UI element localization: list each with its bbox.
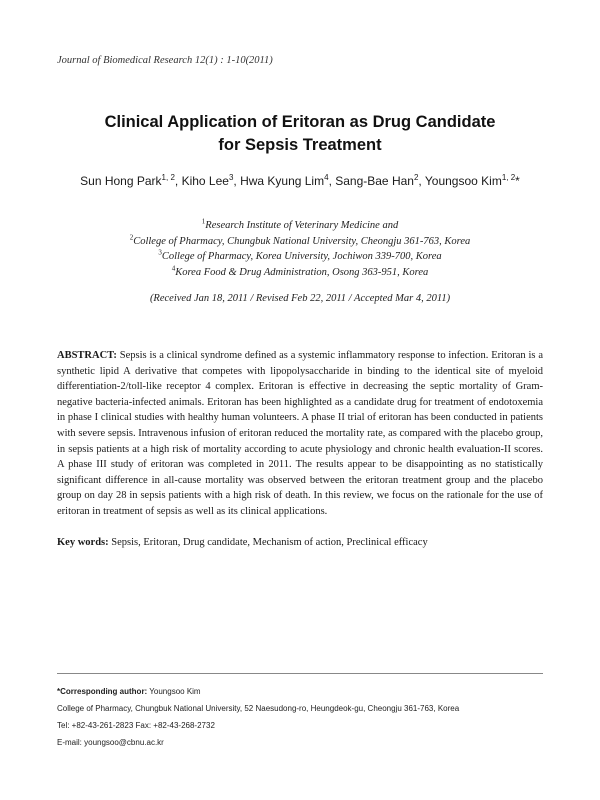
keywords	[57, 537, 543, 548]
corresponding-address: College of Pharmacy, Chungbuk National University, 52 Naesudong-ro, Heungdeok-gu, Cheongju 361-763, Korea	[57, 704, 460, 713]
affiliation-item	[0, 265, 600, 281]
abstract-label: ABSTRACT:	[57, 350, 117, 361]
received-dates: (Received Jan 18, 2011 / Revised Feb 22, 2011 / Accepted Mar 4, 2011)	[149, 293, 451, 304]
author-affiliation-sup: 3	[228, 173, 234, 182]
author-separator: ,	[328, 174, 336, 188]
title-line-2: for Sepsis Treatment	[218, 136, 382, 154]
author-separator: ,	[174, 174, 182, 188]
affiliation-list	[0, 218, 600, 280]
author-separator: ,	[418, 174, 425, 188]
corresponding-email: E-mail: youngsoo@cbnu.ac.kr	[57, 738, 164, 747]
journal-citation: Journal of Biomedical Research 12(1) : 1-10(2011)	[57, 55, 273, 66]
footnote-divider	[57, 673, 543, 674]
author-affiliation-sup: 2	[413, 173, 419, 182]
abstract-text: Sepsis is a clinical syndrome defined as a systemic inflammatory response to infection. Eritoran is a synthetic lipid A derivative that competes with lipopolysaccharide in binding to the identical site of myeloid differentiation-2/toll-like receptor 4 complex. Eritoran is effective in decreasing the septic mortality of Gram-negative bacteria-infected animals. Eritoran has been highlighted as a candidate drug for treatment of endotoxemia in phase I clinical studies with healthy human volunteers. A phase II trial of eritoran has been conducted in patients with severe sepsis. Intravenous infusion of eritoran reduced the mortality rate, as compared with the placebo group, in sepsis patients at a high risk of mortality according to acute physiology and chronic health evaluation-II scores. A phase III study of eritoran was completed in 2011. The results appear to be disappointing as no statistically significant difference in all-cause mortality was observed between the eritoran treatment group and the placebo group on day 28 in sepsis patients with a high risk of death. In this review, we focus on the rationale for the use of eritoran in treatment of sepsis as well as its clinical applications.	[57, 350, 543, 517]
author-affiliation-sup: 4	[324, 173, 329, 182]
affiliation-item	[0, 234, 600, 250]
author-name: Sun Hong Park	[80, 174, 162, 188]
corresponding-author-label: *Corresponding author:	[57, 687, 148, 696]
paper-title	[0, 111, 600, 157]
author-name: Kiho Lee	[181, 174, 229, 188]
keywords-text: Sepsis, Eritoran, Drug candidate, Mechanism of action, Preclinical efficacy	[108, 537, 428, 548]
affiliation-item	[0, 218, 600, 234]
affiliation-number: 1	[201, 217, 206, 226]
corresponding-phone: Tel: +82-43-261-2823 Fax: +82-43-268-2732	[57, 721, 215, 730]
author-separator: ,	[233, 174, 241, 188]
author-name: Hwa Kyung Lim	[240, 174, 325, 188]
abstract	[57, 348, 543, 520]
author-name: Sang-Bae Han	[335, 174, 414, 188]
affiliation-number: 3	[158, 248, 162, 257]
affiliation-text: Research Institute of Veterinary Medicine and	[205, 220, 399, 231]
author-affiliation-sup: 1, 2	[501, 173, 516, 182]
affiliation-text: College of Pharmacy, Korea University, Jochiwon 339-700, Korea	[161, 251, 442, 262]
author-name: Youngsoo Kim	[424, 174, 502, 188]
affiliation-text: Korea Food & Drug Administration, Osong 363-951, Korea	[175, 266, 429, 278]
correspondence-footnote	[57, 683, 557, 751]
affiliation-number: 4	[171, 264, 176, 272]
affiliation-item	[0, 249, 600, 265]
author-list	[0, 174, 600, 188]
corresponding-author-line	[57, 683, 557, 700]
affiliation-text: College of Pharmacy, Chungbuk National University, Cheongju 361-763, Korea	[133, 235, 471, 247]
keywords-label: Key words:	[57, 537, 109, 548]
affiliation-number: 2	[129, 233, 134, 241]
author-affiliation-sup: 1, 2	[161, 173, 175, 182]
corresponding-mark: *	[515, 174, 520, 188]
title-line-1: Clinical Application of Eritoran as Drug Candidate	[104, 113, 496, 131]
corresponding-author-name: Youngsoo Kim	[147, 687, 201, 696]
